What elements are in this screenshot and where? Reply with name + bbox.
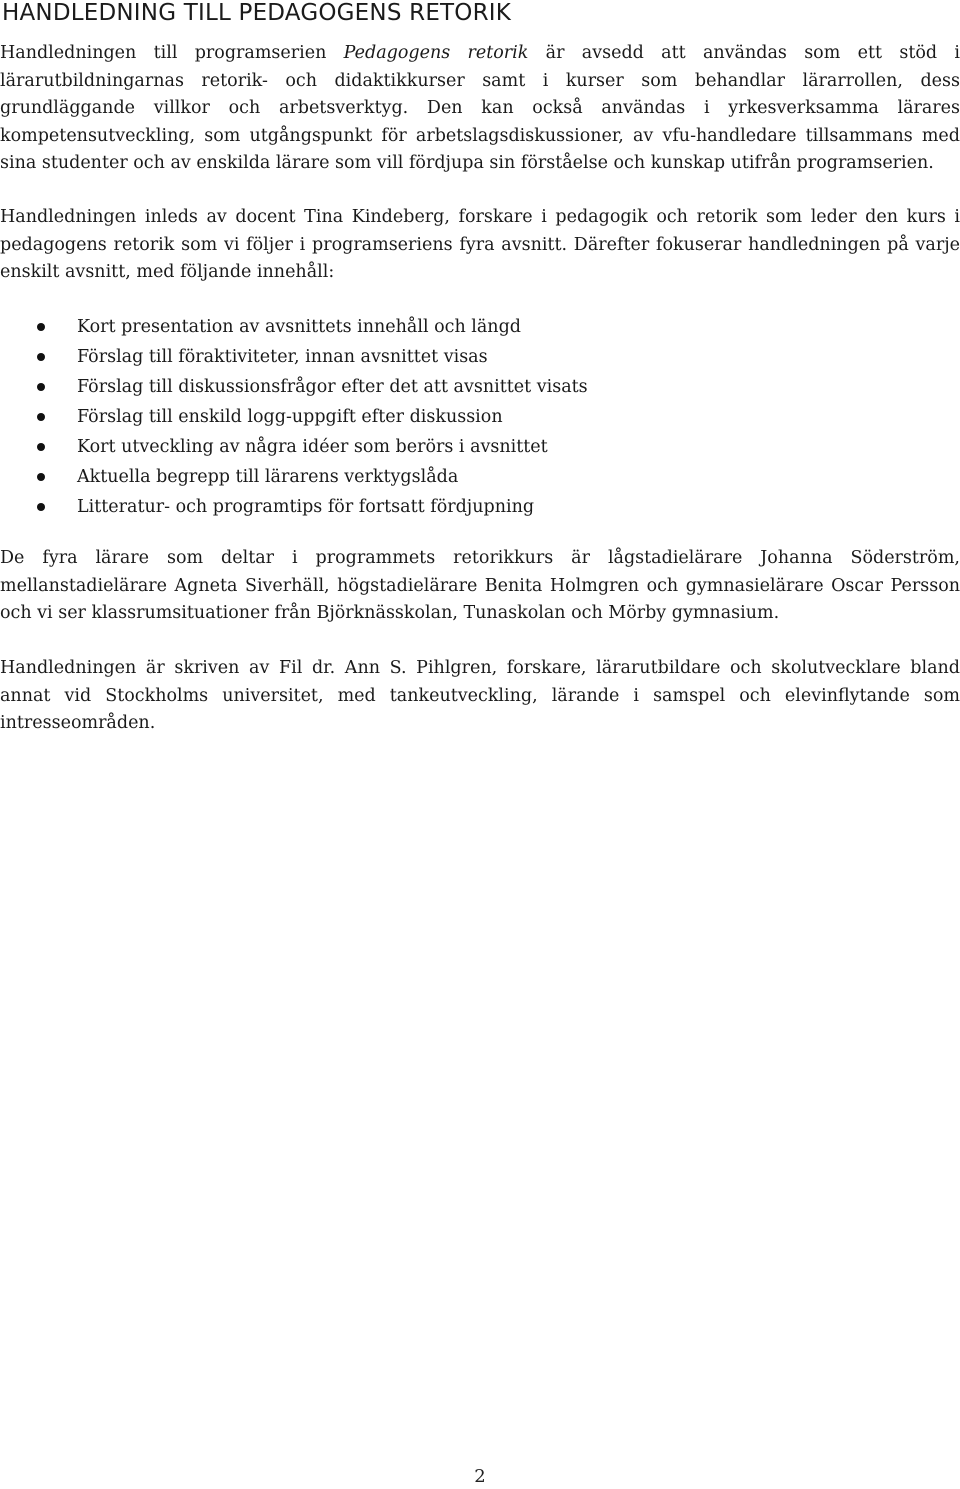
list-item-text: Kort utveckling av några idéer som berörs i avsnittet	[77, 437, 548, 457]
bullet-icon	[37, 323, 45, 331]
list-item-text: Kort presentation av avsnittets innehåll och längd	[77, 317, 521, 337]
list-item	[0, 462, 588, 492]
bullet-icon	[37, 383, 45, 391]
list-item	[0, 492, 588, 522]
bullet-icon	[37, 503, 45, 511]
intro-paragraph	[0, 40, 960, 178]
list-item	[0, 312, 588, 342]
author-paragraph: Handledningen är skriven av Fil dr. Ann S. Pihlgren, forskare, lärarutbildare och skolutvecklare bland annat vid Stockholms universitet, med tankeutveckling, lärande i samspel och elevinflytande som intresseområden.	[0, 658, 960, 733]
list-item-text: Litteratur- och programtips för fortsatt fördjupning	[77, 497, 535, 517]
bullet-icon	[37, 473, 45, 481]
list-item	[0, 432, 588, 462]
bullet-icon	[37, 413, 45, 421]
list-item	[0, 402, 588, 432]
series-title: Pedagogens retorik	[343, 43, 529, 63]
intro-text-start: Handledningen till programserien	[0, 43, 344, 63]
list-item-text: Förslag till enskild logg-uppgift efter diskussion	[77, 407, 503, 427]
document-title: HANDLEDNING TILL PEDAGOGENS RETORIK	[2, 0, 512, 26]
bullet-icon	[37, 353, 45, 361]
list-item-text: Förslag till diskussionsfrågor efter det att avsnittet visats	[77, 377, 588, 397]
intro-text-rest: är avsedd att användas som ett stöd i lärarutbildningarnas retorik- och didaktikkurser samt i kurser som behandlar lärarrollen, dess grundläggande villkor och arbetsverktyg. Den kan också användas i yrkesverksamma lärares kompetensutveckling, som utgångspunkt för arbetslagsdiskussioner, av vfu-handledare tillsammans med sina studenter och av enskilda lärare som vill fördjupa sin förståelse och kunskap utifrån programserien.	[0, 43, 960, 173]
list-item-text: Förslag till föraktiviteter, innan avsnittet visas	[77, 347, 488, 367]
page-number: 2	[474, 1466, 486, 1487]
participants-paragraph: De fyra lärare som deltar i programmets retorikkurs är lågstadielärare Johanna Söderström, mellanstadielärare Agneta Siverhäll, högstadielärare Benita Holmgren och gymnasielärare Oscar Persson och vi ser klassrumsituationer från Björknässkolan, Tunaskolan och Mörby gymnasium.	[0, 548, 960, 623]
content-bullet-list	[0, 312, 588, 522]
bullet-icon	[37, 443, 45, 451]
list-item	[0, 342, 588, 372]
content-paragraph: Handledningen inleds av docent Tina Kindeberg, forskare i pedagogik och retorik som leder den kurs i pedagogens retorik som vi följer i programseriens fyra avsnitt. Därefter fokuserar handledningen på varje enskilt avsnitt, med följande innehåll:	[0, 207, 960, 282]
list-item-text: Aktuella begrepp till lärarens verktygslåda	[77, 467, 459, 487]
list-item	[0, 372, 588, 402]
